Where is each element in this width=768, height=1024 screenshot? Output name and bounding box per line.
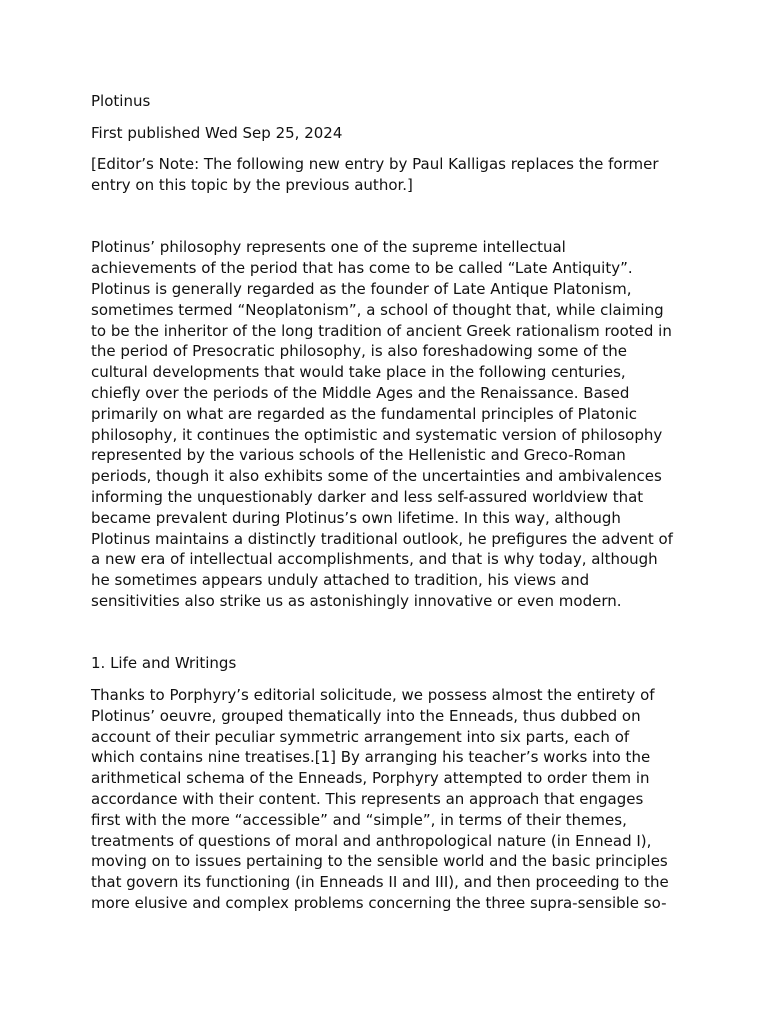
preamble-line: cultural developments that would take place in the following centuries, bbox=[91, 363, 626, 381]
preamble-line: the period of Presocratic philosophy, is also foreshadowing some of the bbox=[91, 342, 627, 360]
preamble-line: Plotinus is generally regarded as the founder of Late Antique Platonism, bbox=[91, 280, 632, 298]
preamble-line: chiefly over the periods of the Middle Ages and the Renaissance. Based bbox=[91, 384, 630, 402]
section-line: that govern its functioning (in Enneads II and III), and then proceeding to the bbox=[91, 873, 669, 891]
section-line: which contains nine treatises.[1] By arranging his teacher’s works into the bbox=[91, 748, 651, 766]
editor-note-line: [Editor’s Note: The following new entry by Paul Kalligas replaces the former bbox=[91, 155, 659, 173]
section-line: more elusive and complex problems concerning the three supra-sensible so- bbox=[91, 894, 667, 912]
preamble-line: sometimes termed “Neoplatonism”, a school of thought that, while claiming bbox=[91, 301, 664, 319]
editor-note-line: entry on this topic by the previous author.] bbox=[91, 176, 413, 194]
preamble-line: achievements of the period that has come to be called “Late Antiquity”. bbox=[91, 259, 633, 277]
preamble-line: Plotinus’ philosophy represents one of the supreme intellectual bbox=[91, 238, 566, 256]
preamble-line: philosophy, it continues the optimistic and systematic version of philosophy bbox=[91, 426, 663, 444]
preamble-line: sensitivities also strike us as astonishingly innovative or even modern. bbox=[91, 592, 622, 610]
preamble-line: primarily on what are regarded as the fundamental principles of Platonic bbox=[91, 405, 638, 423]
section-line: moving on to issues pertaining to the sensible world and the basic principles bbox=[91, 852, 668, 870]
section-line: account of their peculiar symmetric arrangement into six parts, each of bbox=[91, 728, 630, 746]
preamble-line: he sometimes appears unduly attached to tradition, his views and bbox=[91, 571, 590, 589]
section-line: accordance with their content. This represents an approach that engages bbox=[91, 790, 644, 808]
preamble-line: to be the inheritor of the long tradition of ancient Greek rationalism rooted in bbox=[91, 322, 672, 340]
section-line: treatments of questions of moral and anthropological nature (in Ennead I), bbox=[91, 832, 652, 850]
section-line: Thanks to Porphyry’s editorial solicitude, we possess almost the entirety of bbox=[91, 686, 655, 704]
preamble-line: represented by the various schools of the Hellenistic and Greco-Roman bbox=[91, 446, 626, 464]
section-line: Plotinus’ oeuvre, grouped thematically into the Enneads, thus dubbed on bbox=[91, 707, 641, 725]
section-line: first with the more “accessible” and “simple”, in terms of their themes, bbox=[91, 811, 627, 829]
preamble-line: became prevalent during Plotinus’s own lifetime. In this way, although bbox=[91, 509, 621, 527]
preamble-line: Plotinus maintains a distinctly traditional outlook, he prefigures the advent of bbox=[91, 530, 673, 548]
preamble-line: informing the unquestionably darker and less self-assured worldview that bbox=[91, 488, 644, 506]
preamble-line: periods, though it also exhibits some of the uncertainties and ambivalences bbox=[91, 467, 662, 485]
section-heading: 1. Life and Writings bbox=[91, 654, 237, 672]
section-line: arithmetical schema of the Enneads, Porphyry attempted to order them in bbox=[91, 769, 650, 787]
preamble-line: a new era of intellectual accomplishments, and that is why today, although bbox=[91, 550, 658, 568]
publication-date: First published Wed Sep 25, 2024 bbox=[91, 124, 343, 142]
entry-title: Plotinus bbox=[91, 92, 151, 110]
